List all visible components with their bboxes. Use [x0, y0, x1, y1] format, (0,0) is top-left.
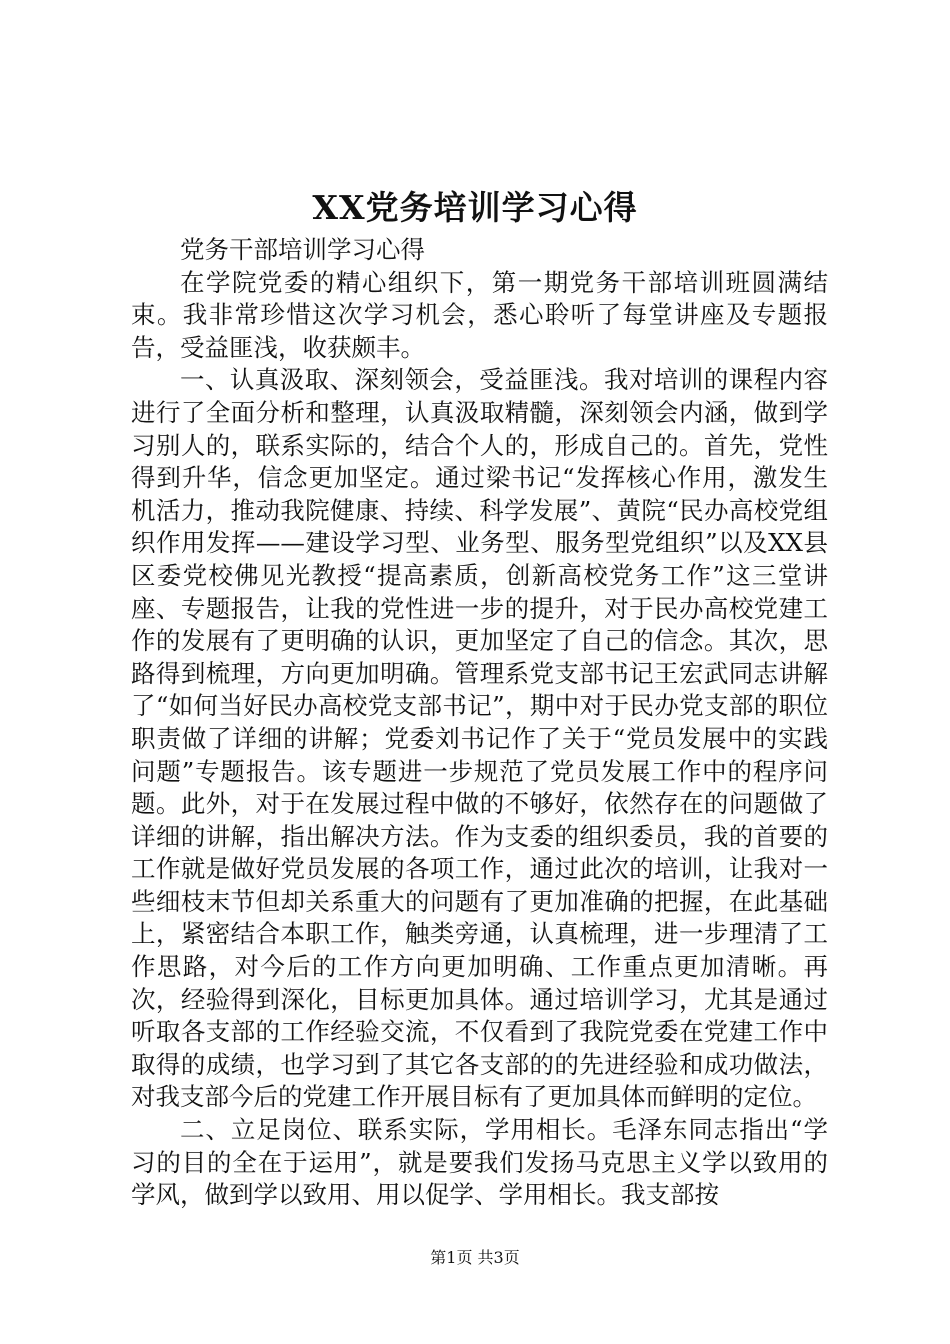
paragraph-subtitle: 党务干部培训学习心得: [180, 235, 425, 264]
page-number-footer: 第1页 共3页: [430, 1248, 520, 1267]
document-title: XX党务培训学习心得: [312, 188, 638, 227]
paragraph-section-one: 一、认真汲取、深刻领会，受益匪浅。我对培训的课程内容进行了全面分析和整理，认真汲取精髓，深刻领会内涵，做到学习别人的，联系实际的，结合个人的，形成自己的。首先，党性得到升华，信念更加坚定。通过梁书记“发挥核心作用，激发生机活力，推动我院健康、持续、科学发展”、黄院“民办高校党组织作用发挥——建设学习型、业务型、服务型党组织”以及XX县区委党校佛见光教授“提高素质，创新高校党务工作”这三堂讲座、专题报告，让我的党性进一步的提升，对于民办高校党建工作的发展有了更明确的认识，更加坚定了自己的信念。其次，思路得到梳理，方向更加明确。管理系党支部书记王宏武同志讲解了“如何当好民办高校党支部书记”，期中对于民办党支部的职位职责做了详细的讲解；党委刘书记作了关于“党员发展中的实践问题”专题报告。该专题进一步规范了党员发展工作中的程序问题。此外，对于在发展过程中做的不够好，依然存在的问题做了详细的讲解，指出解决方法。作为支委的组织委员，我的首要的工作就是做好党员发展的各项工作，通过此次的培训，让我对一些细枝末节但却关系重大的问题有了更加准确的把握，在此基础上，紧密结合本职工作，触类旁通，认真梳理，进一步理清了工作思路，对今后的工作方向更加明确、工作重点更加清晰。再次，经验得到深化，目标更加具体。通过培训学习，尤其是通过听取各支部的工作经验交流，不仅看到了我院党委在党建工作中取得的成绩，也学习到了其它各支部的的先进经验和成功做法，对我支部今后的党建工作开展目标有了更加具体而鲜明的定位。: [131, 365, 828, 1112]
document-body: [131, 234, 828, 1212]
paragraph-section-two: 二、立足岗位、联系实际，学用相长。毛泽东同志指出“学习的目的全在于运用”，就是要我们发扬马克思主义学以致用的学风，做到学以致用、用以促学、学用相长。我支部按: [131, 1115, 828, 1210]
paragraph-intro: 在学院党委的精心组织下，第一期党务干部培训班圆满结束。我非常珍惜这次学习机会，悉心聆听了每堂讲座及专题报告，受益匪浅，收获颇丰。: [131, 267, 828, 362]
